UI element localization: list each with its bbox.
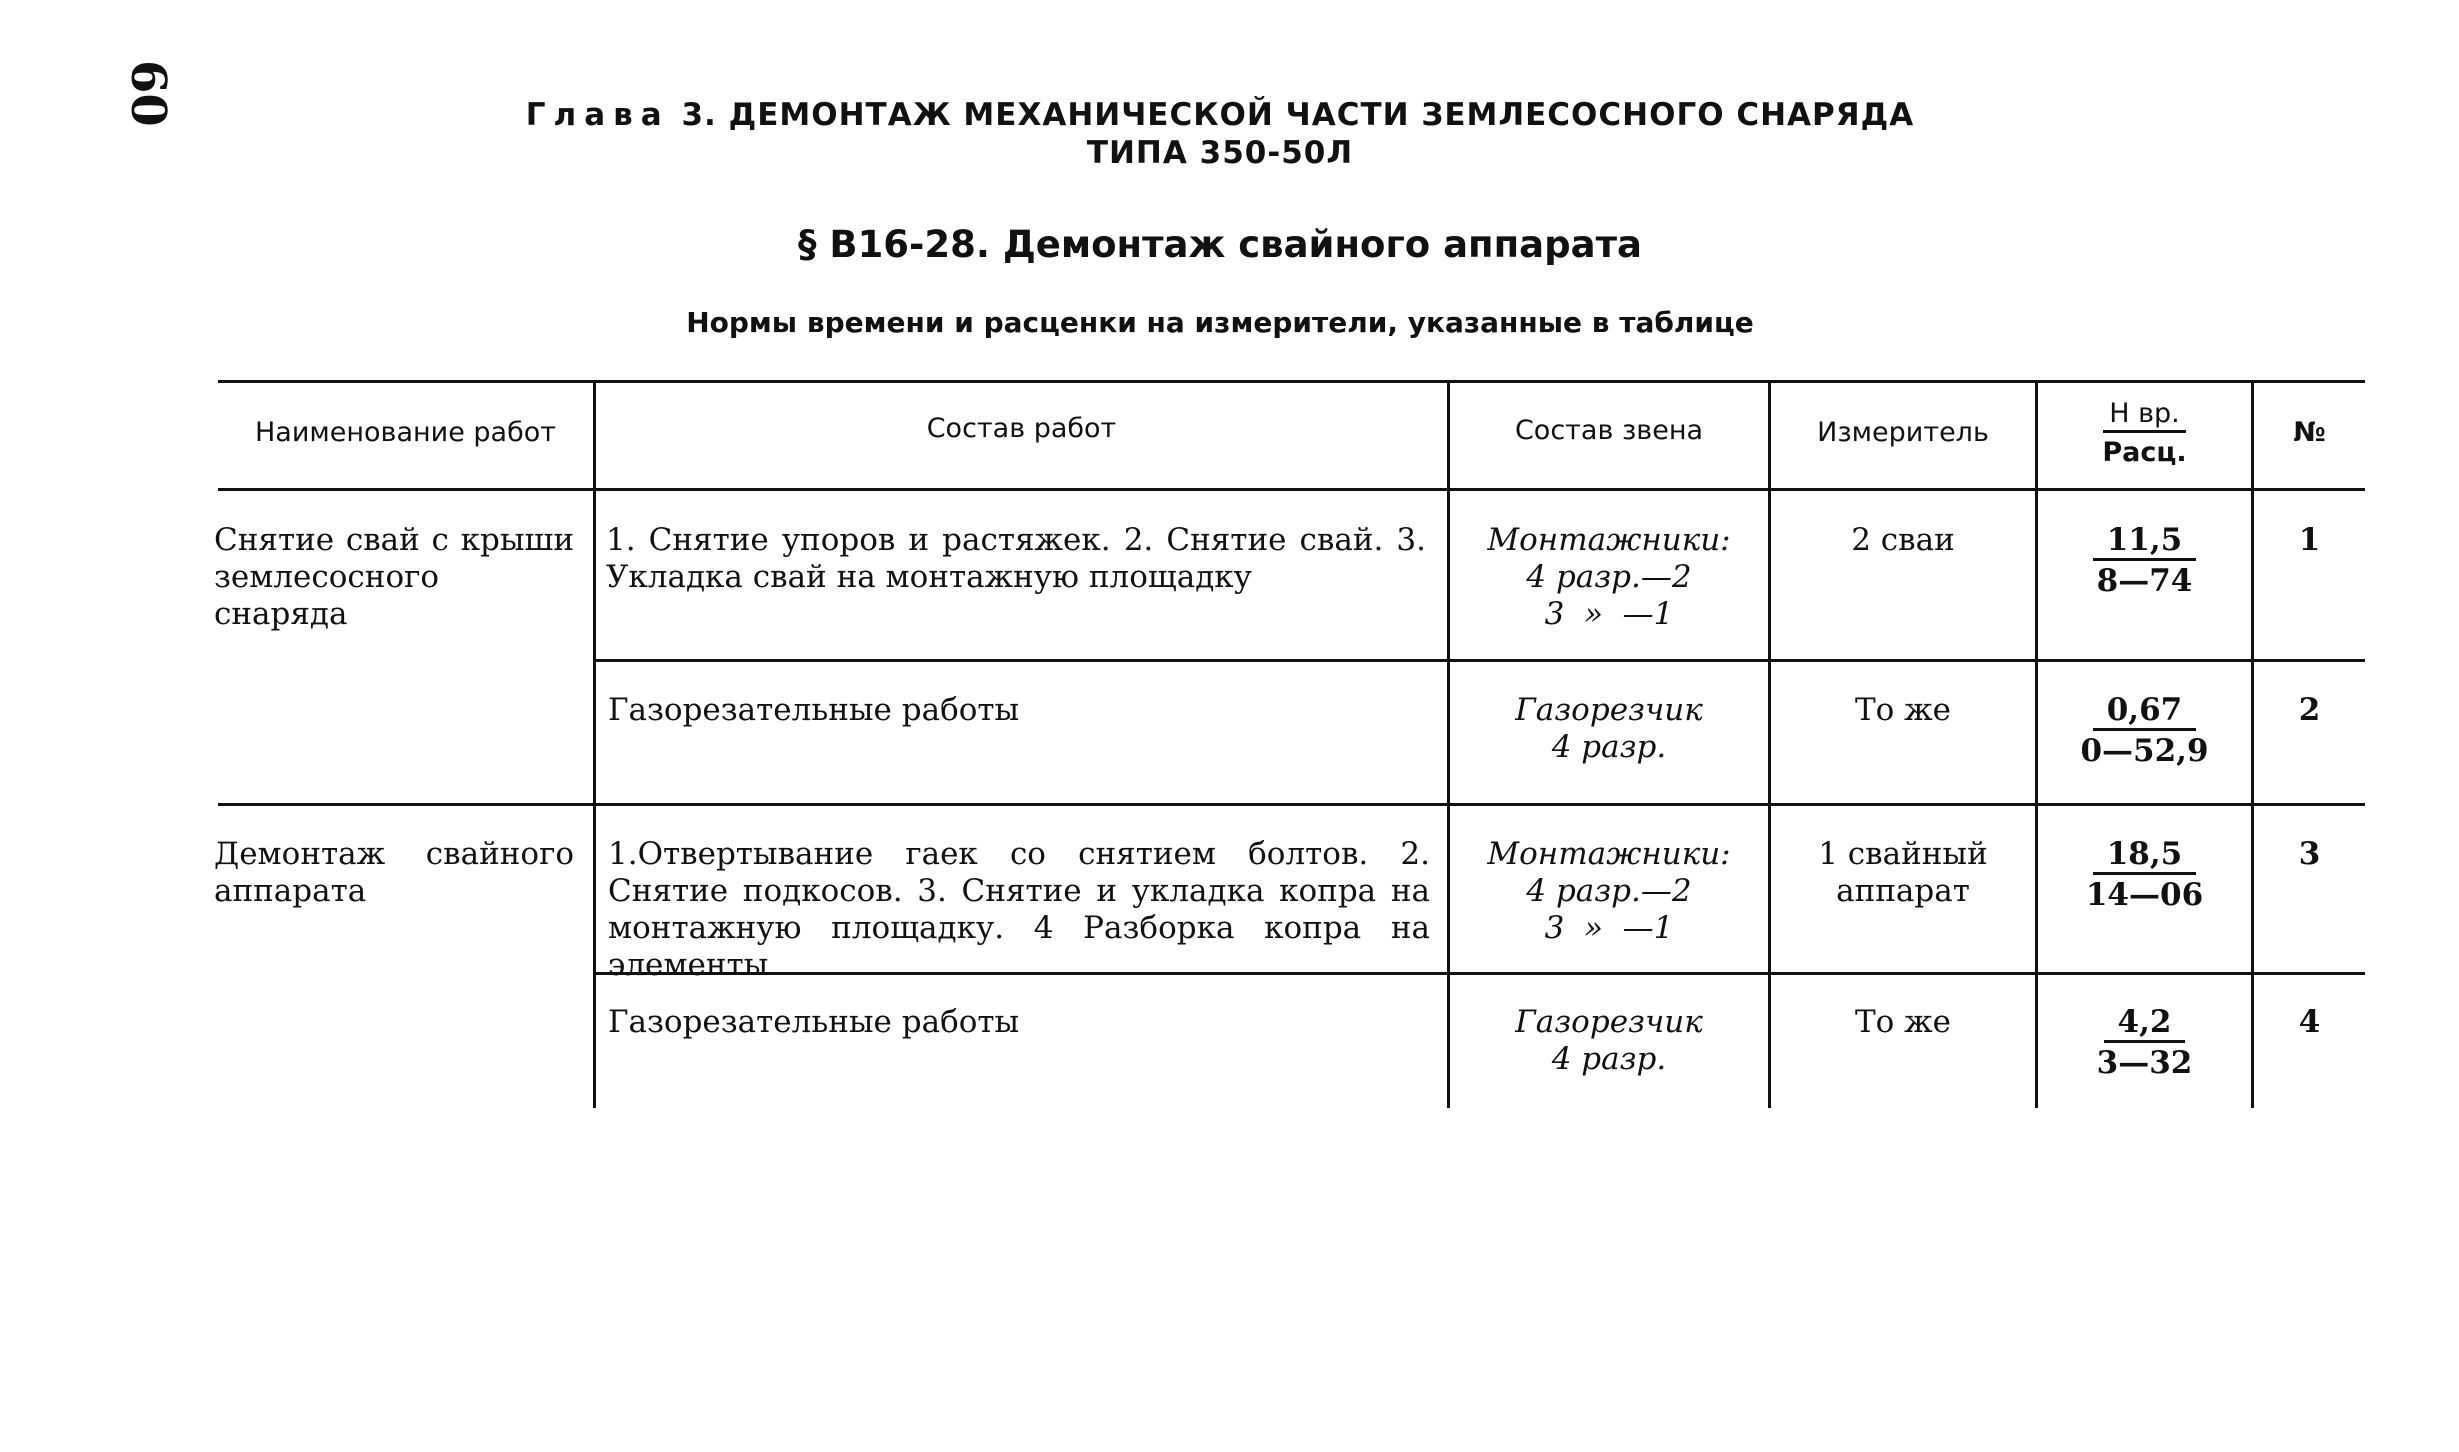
table-row-2-composition: Газорезательные работы — [608, 692, 1020, 728]
column-divider — [1768, 380, 1771, 1108]
table-row-1-number: 1 — [2298, 522, 2321, 558]
table-row-4-number: 4 — [2298, 1004, 2321, 1040]
chapter-title-line2: ТИПА 350-50Л — [1086, 135, 1354, 171]
chapter-title-line1: 3. ДЕМОНТАЖ МЕХАНИЧЕСКОЙ ЧАСТИ ЗЕМЛЕСОСНОГО СНАРЯДА — [681, 97, 1915, 133]
header-norm: Н вр. — [2103, 398, 2186, 433]
header-price: Расц. — [2102, 437, 2187, 468]
table-row-2-norm-price: $\frac{0,67}{0—52,9}$ — [2080, 692, 2209, 769]
row-divider — [596, 659, 2365, 662]
table-row-4-norm-price: $\frac{4,2}{3—32}$ — [2096, 1004, 2193, 1081]
table-row-4-unit: То же — [1854, 1004, 1952, 1040]
table-row-2-number: 2 — [2298, 692, 2321, 728]
chapter-title — [300, 96, 2140, 172]
group-divider — [218, 803, 2365, 806]
page-number: 60 — [120, 60, 176, 127]
group-name: Демонтаж свайного аппарата — [214, 836, 574, 909]
table-row-3-norm-price: $\frac{18,5}{14—06}$ — [2085, 836, 2204, 913]
header-crew: Состав звена — [1514, 415, 1704, 446]
column-divider — [2251, 380, 2254, 1108]
table-row-1-unit: 2 сваи — [1851, 522, 1955, 558]
table-row-4-composition: Газорезательные работы — [608, 1004, 1020, 1040]
header-work-composition: Состав работ — [926, 413, 1117, 444]
table-row-2-unit: То же — [1854, 692, 1952, 728]
header-unit: Измеритель — [1817, 417, 1989, 448]
table-row-3-crew: Монтажники: 4 разр.—2 3 » —1 — [1487, 836, 1731, 946]
header-norm-price — [2038, 398, 2251, 473]
header-work-name: Наименование работ — [255, 417, 556, 448]
table-row-4-crew: Газорезчик 4 разр. — [1515, 1004, 1703, 1077]
table-subtitle: Нормы времени и расценки на измерители, указанные в таблице — [686, 306, 1754, 339]
section-title: § В16-28. Демонтаж свайного аппарата — [797, 223, 1643, 266]
table-header-rule — [218, 488, 2365, 491]
table-row-3-number: 3 — [2298, 836, 2321, 872]
header-number: № — [2293, 417, 2326, 448]
group-name: Снятие свай с крыши землесосного снаряда — [214, 522, 574, 632]
column-divider — [593, 380, 596, 1108]
table-row-1-crew: Монтажники: 4 разр.—2 3 » —1 — [1487, 522, 1731, 632]
table-row-3-composition: 1.Отвертывание гаек со снятием болтов. 2. Снятие подкосов. 3. Снятие и укладка копра на монтажную площадку. 4 Разборка копра на элементы — [608, 836, 1430, 983]
table-row-3-unit: 1 свайный аппарат — [1818, 836, 1988, 909]
table-top-rule — [218, 380, 2365, 383]
table-row-2-crew: Газорезчик 4 разр. — [1515, 692, 1703, 765]
chapter-word: Глава — [525, 97, 670, 133]
table-row-1-composition: 1. Снятие упоров и растяжек. 2. Снятие свай. 3. Укладка свай на монтажную площадку — [606, 522, 1426, 595]
table-row-1-norm-price: $\frac{11,5}{8—74}$ — [2038, 522, 2251, 601]
